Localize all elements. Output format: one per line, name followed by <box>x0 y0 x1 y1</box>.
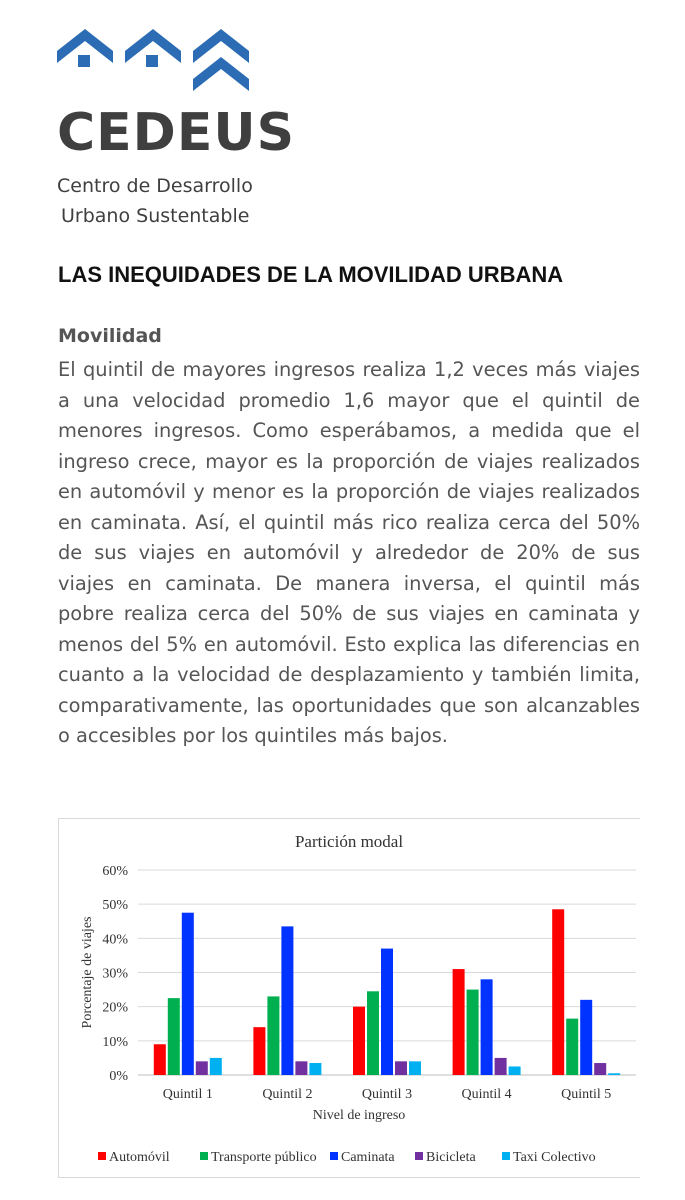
bar <box>367 991 379 1075</box>
bar <box>281 926 293 1075</box>
logo-subtitle-line2: Urbano Sustentable <box>61 205 250 227</box>
y-tick-label: 0% <box>109 1069 128 1084</box>
legend-label: Automóvil <box>109 1150 170 1165</box>
bar <box>467 990 479 1075</box>
bar <box>453 969 465 1075</box>
bar <box>253 1027 265 1075</box>
logo-subtitle-line1: Centro de Desarrollo <box>57 175 253 197</box>
house-roof-icon <box>193 57 249 91</box>
bar <box>552 909 564 1075</box>
bar <box>395 1061 407 1075</box>
bar <box>196 1061 208 1075</box>
house-window-icon <box>146 55 158 67</box>
house-window-icon <box>78 55 90 67</box>
legend-swatch <box>415 1152 423 1160</box>
bar <box>295 1061 307 1075</box>
y-tick-label: 50% <box>102 898 128 914</box>
bar <box>409 1061 421 1075</box>
legend-swatch <box>330 1152 338 1160</box>
legend-label: Taxi Colectivo <box>513 1150 596 1165</box>
bar <box>353 1007 365 1075</box>
legend-label: Caminata <box>341 1150 395 1165</box>
bar <box>267 996 279 1075</box>
x-axis-label: Nivel de ingreso <box>312 1108 406 1123</box>
legend-label: Transporte público <box>211 1150 317 1165</box>
chart-title: Partición modal <box>294 832 404 851</box>
body-paragraph: El quintil de mayores ingresos realiza 1,2 veces más viajes a una velocidad promedio 1,6 mayor que el quintil de menores ingresos. Como esperábamos, a medida que el ingreso crece, mayor es la proporción de viajes realizados en automóvil y menor es la proporción de viajes realizados en caminata. Así, el quintil más rico realiza cerca del 50% de sus viajes en automóvil y alrededor de 20% de sus viajes en caminata. De manera inversa, el quintil más pobre realiza cerca del 50% de sus viajes en caminata y menos del 5% en automóvil. Esto explica las diferencias en cuanto a la velocidad de desplazamiento y también limita, comparativamente, las oportunidades que son alcanzables o accesibles por los quintiles más bajos. <box>58 358 640 747</box>
bar <box>168 998 180 1075</box>
bar <box>580 1000 592 1075</box>
bar <box>154 1044 166 1075</box>
y-tick-label: 20% <box>102 1000 128 1016</box>
y-tick-label: 30% <box>102 966 128 982</box>
page-title: LAS INEQUIDADES DE LA MOVILIDAD URBANA <box>58 262 564 287</box>
legend-swatch <box>98 1152 106 1160</box>
legend-swatch <box>200 1152 208 1160</box>
bar <box>608 1073 620 1075</box>
bar <box>495 1058 507 1075</box>
bar <box>481 979 493 1075</box>
y-tick-label: 40% <box>102 932 128 948</box>
bar <box>309 1063 321 1075</box>
cedeus-logo <box>55 25 296 240</box>
logo-brand: CEDEUS <box>57 103 296 163</box>
bar <box>594 1063 606 1075</box>
bar <box>566 1019 578 1075</box>
bar <box>210 1058 222 1075</box>
legend-swatch <box>502 1152 510 1160</box>
x-tick-label: Quintil 3 <box>361 1087 413 1102</box>
bar <box>182 913 194 1075</box>
section-heading: Movilidad <box>58 325 162 347</box>
x-tick-label: Quintil 1 <box>162 1087 213 1102</box>
x-tick-label: Quintil 2 <box>262 1087 313 1102</box>
x-tick-label: Quintil 4 <box>461 1087 512 1102</box>
modal-split-chart <box>58 818 640 1178</box>
x-tick-label: Quintil 5 <box>561 1087 612 1102</box>
y-tick-label: 60% <box>102 864 128 879</box>
legend-label: Bicicleta <box>426 1150 476 1165</box>
y-axis-label: Porcentaje de viajes <box>80 916 95 1029</box>
bar <box>381 949 393 1075</box>
bar <box>509 1066 521 1075</box>
y-tick-label: 10% <box>102 1034 128 1050</box>
houses-logo-icon <box>55 25 255 100</box>
